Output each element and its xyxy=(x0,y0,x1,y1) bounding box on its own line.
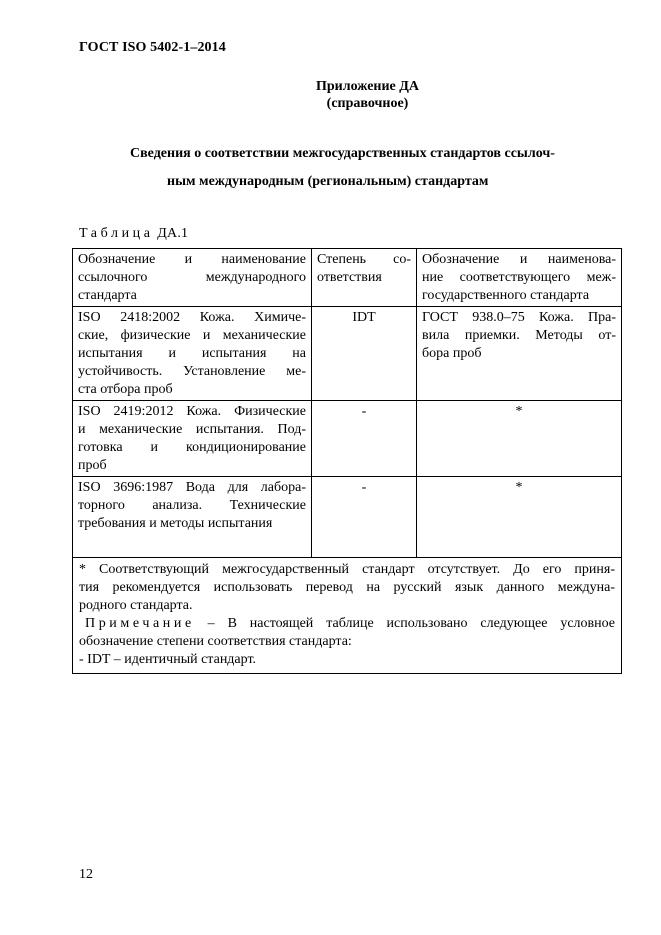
footnote-line: родного стандарта. xyxy=(79,598,193,613)
table-header-row xyxy=(73,249,622,307)
cell-text-line: ста отбора проб xyxy=(78,382,173,397)
table-caption-label: Таблица xyxy=(79,226,154,241)
appendix-title: Приложение ДА xyxy=(315,79,420,94)
cell-interstate-standard xyxy=(417,401,622,477)
cell-text-line: требования и методы испытания xyxy=(78,516,273,531)
header-reference-standard xyxy=(73,249,312,307)
cell-text-line: проб xyxy=(78,458,107,473)
cell-text-line: ISO 2418:2002 Кожа. Химиче- xyxy=(78,310,306,325)
cell-text-line: бора проб xyxy=(422,346,482,361)
cell-reference-standard xyxy=(73,401,312,477)
cell-text-line: ISO 2419:2012 Кожа. Физические xyxy=(78,404,306,419)
cell-degree: - xyxy=(312,401,417,477)
cell-text-line: государственного стандарта xyxy=(422,288,590,303)
cell-degree: IDT xyxy=(312,307,417,401)
section-heading-line-2: ным международным (региональным) стандартам xyxy=(167,174,489,189)
note-label: Примечание xyxy=(85,616,195,631)
cell-text-line: Обозначение и наименование xyxy=(78,252,306,267)
cell-reference-standard xyxy=(73,477,312,558)
appendix-subtitle: (справочное) xyxy=(326,96,409,111)
cell-degree: - xyxy=(312,477,417,558)
table-footnote xyxy=(73,558,622,674)
correspondence-table xyxy=(72,248,622,674)
cell-text-line: * xyxy=(515,480,523,495)
table-row xyxy=(73,401,622,477)
table-caption xyxy=(79,226,188,242)
document-code: ГОСТ ISO 5402-1–2014 xyxy=(79,40,226,55)
cell-text-line: и механические испытания. Под- xyxy=(78,422,306,437)
section-heading-line-1: Сведения о соответствии межгосударственных стандартов ссылоч- xyxy=(130,146,555,161)
note-line: обозначение степени соответствия стандарта: xyxy=(79,634,352,649)
note-line xyxy=(79,615,615,633)
cell-text-line: торного анализа. Технические xyxy=(78,498,306,513)
cell-text-line: устойчивость. Установление ме- xyxy=(78,364,306,379)
cell-text-line: ISO 3696:1987 Вода для лабора- xyxy=(78,480,306,495)
cell-text-line: вила приемки. Методы от- xyxy=(422,328,616,343)
cell-text-line: ответствия xyxy=(317,270,382,285)
cell-text-line: * xyxy=(515,404,523,419)
table-caption-number: ДА.1 xyxy=(153,226,189,241)
cell-interstate-standard xyxy=(417,477,622,558)
cell-interstate-standard xyxy=(417,307,622,401)
footnote-line: тия рекомендуется использовать перевод на русский язык данного междуна- xyxy=(79,580,615,595)
cell-reference-standard xyxy=(73,307,312,401)
cell-text-line: испытания и испытания на xyxy=(78,346,306,361)
cell-text-line: стандарта xyxy=(78,288,137,303)
cell-text-line: Степень со- xyxy=(317,252,411,267)
cell-text-line: готовка и кондиционирование xyxy=(78,440,306,455)
header-degree xyxy=(312,249,417,307)
cell-text-line: ние соответствующего меж- xyxy=(422,270,616,285)
table-row xyxy=(73,477,622,558)
table-footnote-row xyxy=(73,558,622,674)
table-row xyxy=(73,307,622,401)
cell-text-line: ские, физические и механические xyxy=(78,328,306,343)
cell-text-line: ГОСТ 938.0–75 Кожа. Пра- xyxy=(422,310,616,325)
page-number: 12 xyxy=(79,867,93,882)
note-text: – В настоящей таблице использовано следующее условное xyxy=(194,616,615,631)
cell-text-line: ссылочного международного xyxy=(78,270,306,285)
header-interstate-standard xyxy=(417,249,622,307)
note-line: - IDT – идентичный стандарт. xyxy=(79,652,257,667)
cell-text-line: Обозначение и наименова- xyxy=(422,252,616,267)
footnote-line: * Соответствующий межгосударственный стандарт отсутствует. До его приня- xyxy=(79,562,615,577)
